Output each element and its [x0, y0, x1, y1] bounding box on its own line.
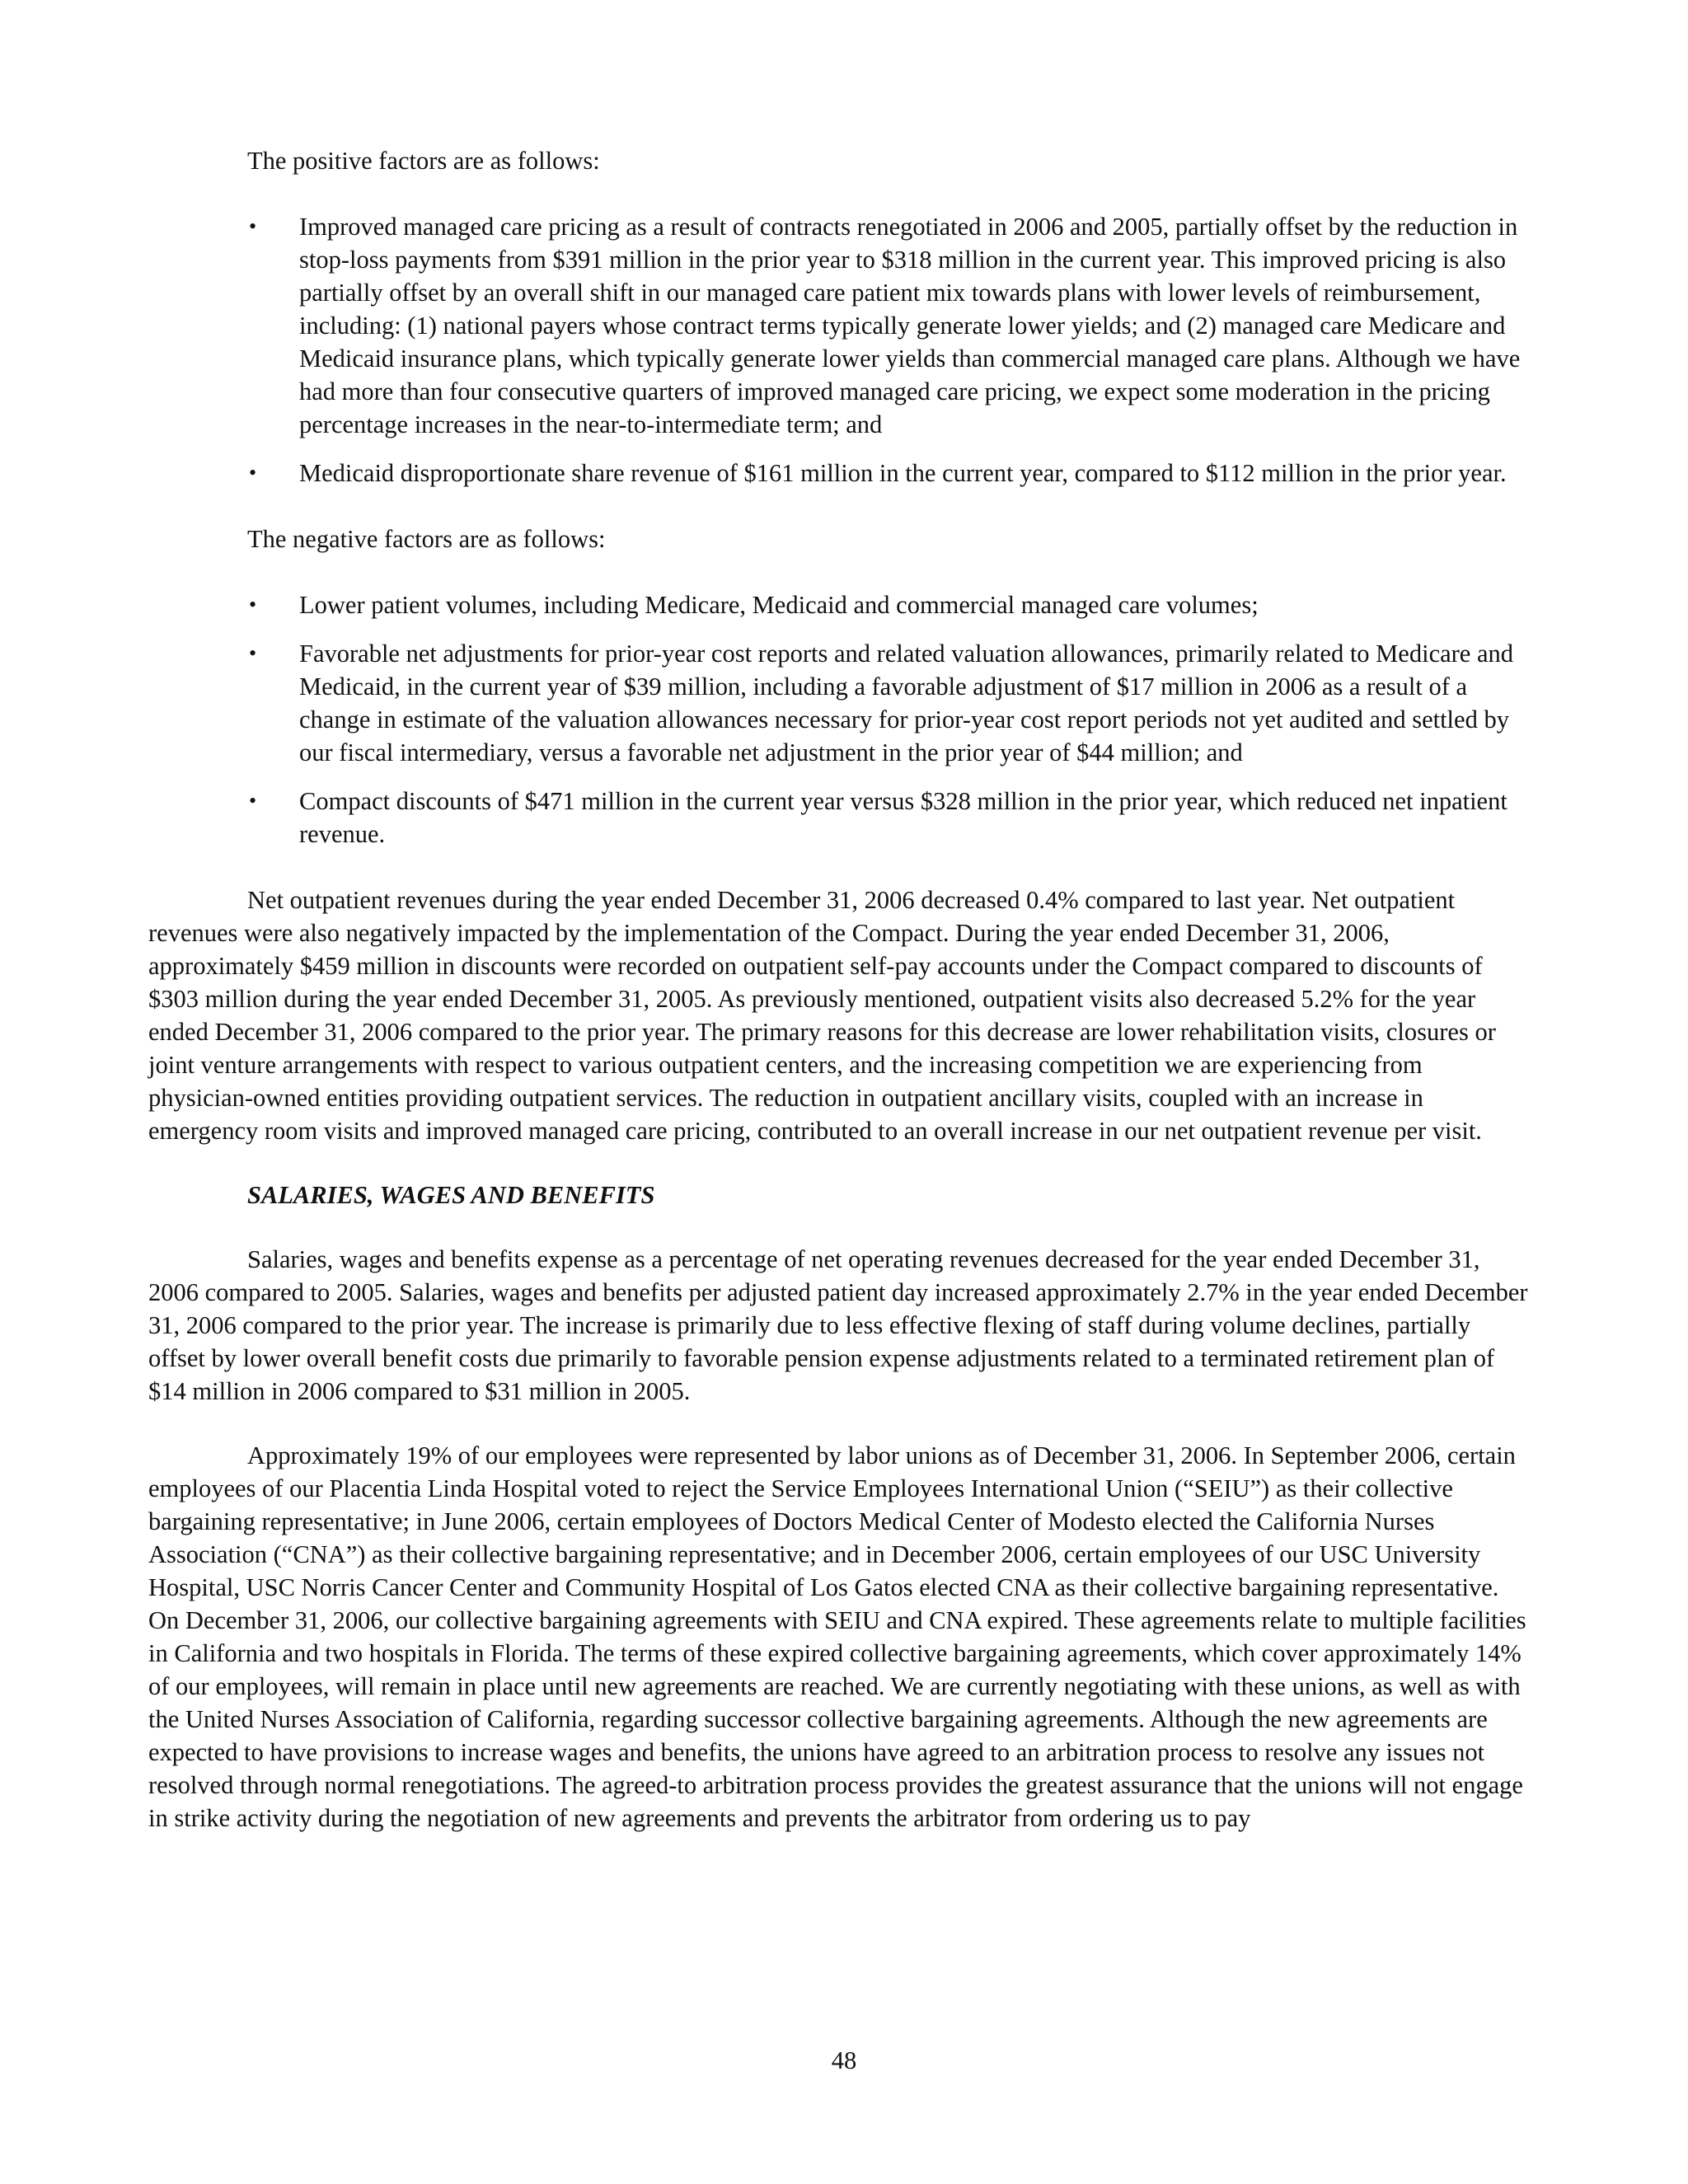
- section-heading: SALARIES, WAGES AND BENEFITS: [247, 1181, 655, 1209]
- document-page: [148, 144, 1533, 1866]
- list-item-text: Improved managed care pricing as a result of contracts renegotiated in 2006 and 2005, partially offset by the reduction in stop-loss payments from $391 million in the prior year to $318 million in the current year. This improved pricing is also partially offset by an overall shift in our managed care patient mix towards plans with lower levels of reimbursement, including: (1) national payers whose contract terms typically generate lower yields; and (2) managed care Medicare and Medicaid insurance plans, which typically generate lower yields than commercial managed care plans. Although we have had more than four consecutive quarters of improved managed care pricing, we expect some moderation in the pricing percentage increases in the near-to-intermediate term; and: [299, 213, 1521, 438]
- negative-factors-list: [247, 588, 1533, 851]
- list-item: [247, 785, 1533, 851]
- negative-factors-intro: The negative factors are as follows:: [247, 525, 606, 553]
- positive-factors-intro: The positive factors are as follows:: [247, 147, 600, 175]
- list-item: [247, 457, 1533, 490]
- list-item: [247, 588, 1533, 621]
- page-number: 48: [831, 2046, 857, 2074]
- salaries-paragraph: Salaries, wages and benefits expense as a percentage of net operating revenues decreased for the year ended December 31, 2006 compared to 2005. Salaries, wages and benefits per adjusted patient day increased approximately 2.7% in the year ended December 31, 2006 compared to the prior year. The increase is primarily due to less effective flexing of staff during volume declines, partially offset by lower overall benefit costs due primarily to favorable pension expense adjustments related to a terminated retirement plan of $14 million in 2006 compared to $31 million in 2005.: [148, 1245, 1528, 1405]
- bullet-icon: •: [249, 593, 257, 616]
- list-item-text: Favorable net adjustments for prior-year cost reports and related valuation allowances, primarily related to Medicare and Medicaid, in the current year of $39 million, including a favorable adjustment of $17 million in 2006 as a result of a change in estimate of the valuation allowances necessary for prior-year cost report periods not yet audited and settled by our fiscal intermediary, versus a favorable net adjustment in the prior year of $44 million; and: [299, 640, 1513, 766]
- list-item: [247, 210, 1533, 441]
- list-item-text: Medicaid disproportionate share revenue of $161 million in the current year, compared to $112 million in the prior year.: [299, 459, 1507, 487]
- list-item-text: Lower patient volumes, including Medicare, Medicaid and commercial managed care volumes;: [299, 591, 1259, 619]
- bullet-icon: •: [249, 214, 257, 238]
- bullet-icon: •: [249, 641, 257, 665]
- bullet-icon: •: [249, 789, 257, 813]
- outpatient-revenue-paragraph: Net outpatient revenues during the year ended December 31, 2006 decreased 0.4% compared to last year. Net outpatient revenues were also negatively impacted by the implementation of the Compact. During the year ended December 31, 2006, approximately $459 million in discounts were recorded on outpatient self-pay accounts under the Compact compared to discounts of $303 million during the year ended December 31, 2005. As previously mentioned, outpatient visits also decreased 5.2% for the year ended December 31, 2006 compared to the prior year. The primary reasons for this decrease are lower rehabilitation visits, closures or joint venture arrangements with respect to various outpatient centers, and the increasing competition we are experiencing from physician-owned entities providing outpatient services. The reduction in outpatient ancillary visits, coupled with an increase in emergency room visits and improved managed care pricing, contributed to an overall increase in our net outpatient revenue per visit.: [148, 886, 1496, 1145]
- list-item: [247, 637, 1533, 769]
- positive-factors-list: [247, 210, 1533, 490]
- bullet-icon: •: [249, 461, 257, 485]
- factors-section: [247, 144, 1533, 851]
- labor-unions-paragraph: Approximately 19% of our employees were represented by labor unions as of December 31, 2006. In September 2006, certain employees of our Placentia Linda Hospital voted to reject the Service Employees International Union (“SEIU”) as their collective bargaining representative; in June 2006, certain employees of Doctors Medical Center of Modesto elected the California Nurses Association (“CNA”) as their collective bargaining representative; and in December 2006, certain employees of our USC University Hospital, USC Norris Cancer Center and Community Hospital of Los Gatos elected CNA as their collective bargaining representative. On December 31, 2006, our collective bargaining agreements with SEIU and CNA expired. These agreements relate to multiple facilities in California and two hospitals in Florida. The terms of these expired collective bargaining agreements, which cover approximately 14% of our employees, will remain in place until new agreements are reached. We are currently negotiating with these unions, as well as with the United Nurses Association of California, regarding successor collective bargaining agreements. Although the new agreements are expected to have provisions to increase wages and benefits, the unions have agreed to an arbitration process to resolve any issues not resolved through normal renegotiations. The agreed-to arbitration process provides the greatest assurance that the unions will not engage in strike activity during the negotiation of new agreements and prevents the arbitrator from ordering us to pay: [148, 1441, 1526, 1832]
- list-item-text: Compact discounts of $471 million in the current year versus $328 million in the prior year, which reduced net inpatient revenue.: [299, 787, 1507, 848]
